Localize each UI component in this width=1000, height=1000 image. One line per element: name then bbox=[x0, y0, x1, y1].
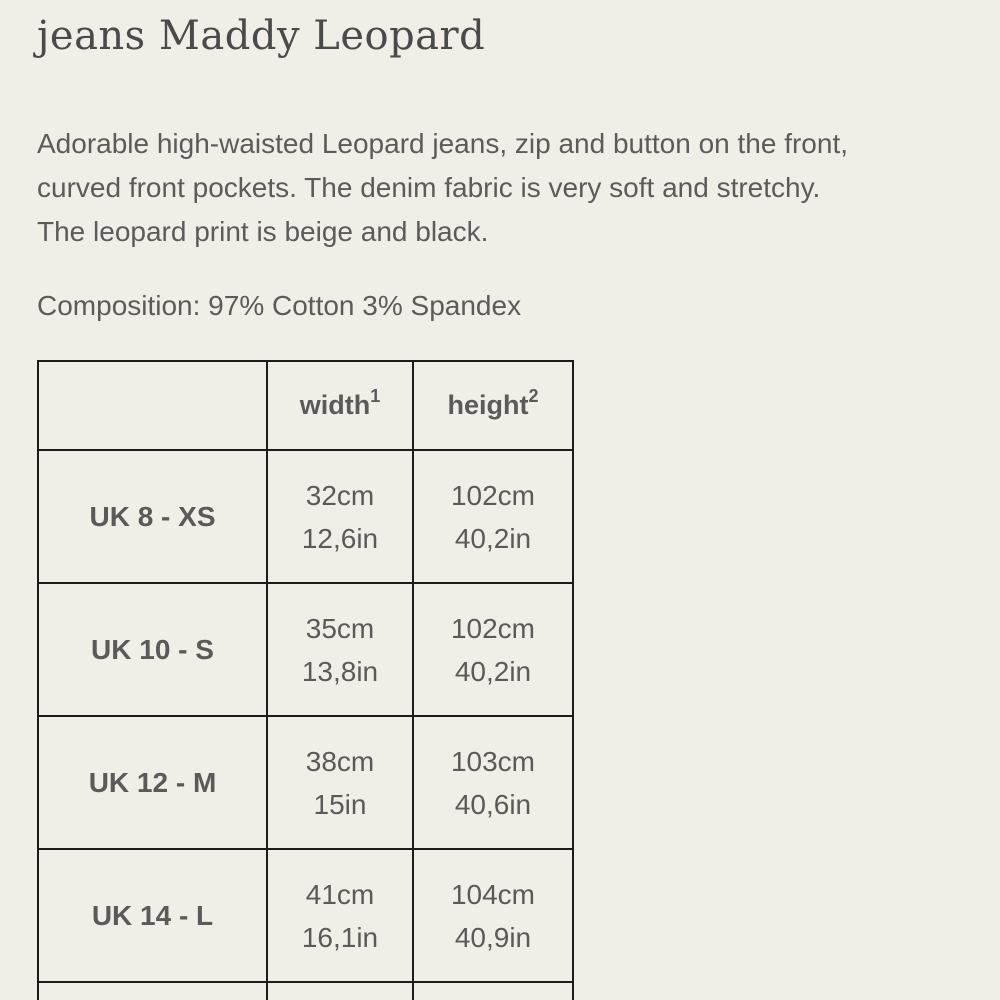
width-column-header bbox=[267, 361, 413, 450]
height-cell bbox=[413, 716, 573, 849]
description-line: Adorable high-waisted Leopard jeans, zip and button on the front, bbox=[37, 128, 849, 159]
height-cell bbox=[413, 450, 573, 583]
width-footnote-marker: 1 bbox=[370, 386, 381, 406]
height-cm: 102cm bbox=[450, 479, 536, 511]
height-column-header bbox=[413, 361, 573, 450]
description-line: The leopard print is beige and black. bbox=[37, 216, 489, 247]
height-cell bbox=[413, 849, 573, 982]
size-label: UK 10 - S bbox=[38, 583, 267, 716]
height-cell bbox=[413, 583, 573, 716]
product-composition: Composition: 97% Cotton 3% Spandex bbox=[37, 290, 522, 321]
width-cm: 38cm bbox=[305, 745, 375, 777]
size-label: UK 12 - M bbox=[38, 716, 267, 849]
table-row bbox=[38, 450, 573, 583]
height-in: 40,6in bbox=[454, 788, 532, 820]
height-in: 40,2in bbox=[454, 522, 532, 554]
table-row bbox=[38, 849, 573, 982]
description-line: curved front pockets. The denim fabric is very soft and stretchy. bbox=[37, 172, 821, 203]
width-cm: 32cm bbox=[305, 479, 375, 511]
width-in: 16,1in bbox=[301, 921, 379, 953]
width-cm: 35cm bbox=[305, 612, 375, 644]
size-label: UK 8 - XS bbox=[38, 450, 267, 583]
height-in: 40,2in bbox=[454, 655, 532, 687]
height-cell-cutoff bbox=[413, 982, 573, 1000]
table-row bbox=[38, 716, 573, 849]
height-cm: 102cm bbox=[450, 612, 536, 644]
product-description bbox=[37, 122, 987, 254]
width-cell bbox=[267, 583, 413, 716]
width-cell bbox=[267, 450, 413, 583]
size-label-cutoff bbox=[38, 982, 267, 1000]
width-in: 15in bbox=[313, 788, 367, 820]
width-cell bbox=[267, 716, 413, 849]
height-footnote-marker: 2 bbox=[528, 386, 539, 406]
height-header-label: height bbox=[447, 390, 529, 420]
width-cm: 41cm bbox=[305, 878, 375, 910]
table-header-row bbox=[38, 361, 573, 450]
width-cell bbox=[267, 849, 413, 982]
height-in: 40,9in bbox=[454, 921, 532, 953]
width-header-label: width bbox=[299, 390, 371, 420]
size-chart-table bbox=[37, 360, 574, 1000]
width-cell-cutoff bbox=[267, 982, 413, 1000]
width-in: 12,6in bbox=[301, 522, 379, 554]
size-column-header bbox=[38, 361, 267, 450]
size-label: UK 14 - L bbox=[38, 849, 267, 982]
table-row-partial bbox=[38, 982, 573, 1000]
width-in: 13,8in bbox=[301, 655, 379, 687]
product-title: jeans Maddy Leopard bbox=[37, 13, 486, 59]
table-row bbox=[38, 583, 573, 716]
height-cm: 104cm bbox=[450, 878, 536, 910]
height-cm: 103cm bbox=[450, 745, 536, 777]
